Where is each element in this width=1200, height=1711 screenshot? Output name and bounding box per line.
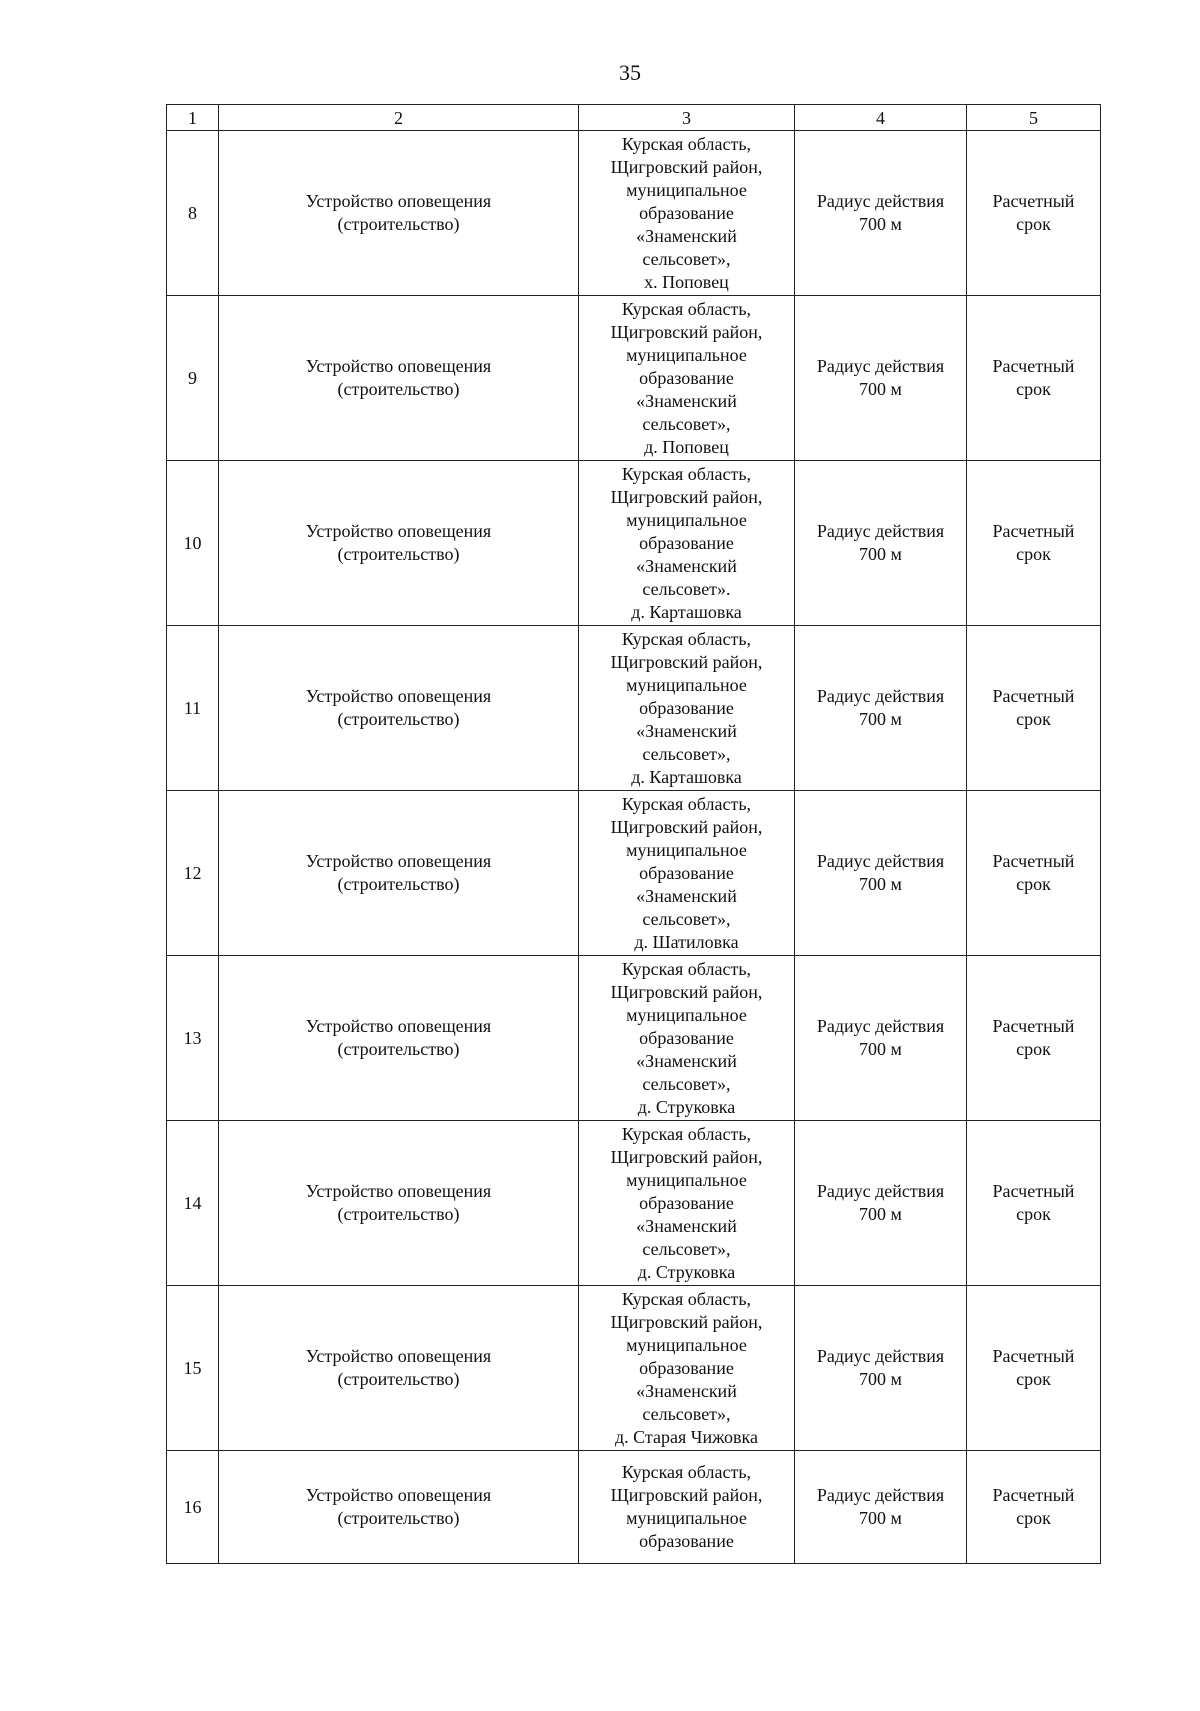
location-cell-line: образование (639, 862, 734, 883)
object-name-cell (219, 626, 579, 791)
location-cell-line: д. Шатиловка (634, 931, 739, 952)
characteristic-cell-line: 700 м (859, 214, 902, 234)
term-cell-line: Расчетный (992, 191, 1075, 211)
table-row (167, 626, 1101, 791)
table-row (167, 131, 1101, 296)
objects-table (166, 104, 1101, 1564)
object-name-cell-line: Устройство оповещения (305, 356, 492, 376)
object-name-cell-line: Устройство оповещения (305, 191, 492, 211)
location-cell-line: образование (639, 532, 734, 553)
term-cell-line: Расчетный (992, 1016, 1075, 1036)
characteristic-cell (795, 956, 967, 1121)
location-cell-line: муниципальное (626, 179, 747, 200)
characteristic-cell-line: 700 м (859, 709, 902, 729)
term-cell-line: Расчетный (992, 1181, 1075, 1201)
object-name-cell-line: Устройство оповещения (305, 521, 492, 541)
location-cell-line: «Знаменский (636, 555, 737, 576)
header-col-3: 3 (579, 105, 795, 131)
location-cell (579, 956, 795, 1121)
characteristic-cell-line: 700 м (859, 1369, 902, 1389)
characteristic-cell-line: Радиус действия (816, 686, 945, 706)
location-cell-line: д. Поповец (644, 436, 729, 457)
characteristic-cell-line: Радиус действия (816, 191, 945, 211)
header-col-2: 2 (219, 105, 579, 131)
object-name-cell-line: (строительство) (337, 874, 460, 894)
location-cell-line: Курская область, (621, 463, 752, 484)
location-cell (579, 791, 795, 956)
characteristic-cell-line: Радиус действия (816, 1346, 945, 1366)
table-header-row (167, 105, 1101, 131)
header-col-5: 5 (967, 105, 1101, 131)
characteristic-cell-line: 700 м (859, 544, 902, 564)
term-cell-line: Расчетный (992, 1485, 1075, 1505)
term-cell-line: срок (1016, 709, 1051, 729)
characteristic-cell-line: 700 м (859, 379, 902, 399)
object-name-cell (219, 791, 579, 956)
row-number-cell: 11 (167, 626, 219, 791)
location-cell-line: муниципальное (626, 839, 747, 860)
term-cell-line: срок (1016, 1508, 1051, 1528)
object-name-cell-line: (строительство) (337, 1039, 460, 1059)
location-cell-line: Курская область, (621, 1288, 752, 1309)
location-cell-line: «Знаменский (636, 1050, 737, 1071)
characteristic-cell (795, 1121, 967, 1286)
characteristic-cell (795, 461, 967, 626)
location-cell-line: Курская область, (621, 1462, 752, 1482)
row-number-cell: 9 (167, 296, 219, 461)
location-cell-line: д. Карташовка (631, 766, 742, 787)
characteristic-cell (795, 626, 967, 791)
characteristic-cell (795, 1451, 967, 1564)
location-cell-line: д. Карташовка (631, 601, 742, 622)
characteristic-cell-line: Радиус действия (816, 1485, 945, 1505)
characteristic-cell-line: Радиус действия (816, 1016, 945, 1036)
object-name-cell-line: (строительство) (337, 709, 460, 729)
characteristic-cell (795, 1286, 967, 1451)
location-cell-line: Щигровский район, (610, 321, 763, 342)
term-cell (967, 296, 1101, 461)
location-cell-line: Щигровский район, (610, 486, 763, 507)
location-cell-line: «Знаменский (636, 720, 737, 741)
location-cell-line: Щигровский район, (610, 981, 763, 1002)
location-cell-line: Щигровский район, (610, 1485, 763, 1505)
location-cell-line: «Знаменский (636, 885, 737, 906)
location-cell-line: образование (639, 697, 734, 718)
location-cell-line: муниципальное (626, 674, 747, 695)
object-name-cell (219, 296, 579, 461)
table-row (167, 1451, 1101, 1564)
object-name-cell-line: (строительство) (337, 379, 460, 399)
header-col-4: 4 (795, 105, 967, 131)
table-row (167, 1121, 1101, 1286)
location-cell-line: Курская область, (621, 298, 752, 319)
location-cell-line: х. Поповец (644, 271, 729, 292)
object-name-cell-line: (строительство) (337, 1369, 460, 1389)
row-number-cell: 13 (167, 956, 219, 1121)
location-cell-line: сельсовет», (642, 413, 731, 434)
object-name-cell (219, 1451, 579, 1564)
characteristic-cell-line: Радиус действия (816, 356, 945, 376)
object-name-cell-line: (строительство) (337, 1508, 460, 1528)
characteristic-cell-line: Радиус действия (816, 521, 945, 541)
page-number: 35 (619, 60, 641, 85)
term-cell-line: срок (1016, 544, 1051, 564)
term-cell (967, 1121, 1101, 1286)
term-cell-line: срок (1016, 874, 1051, 894)
characteristic-cell-line: Радиус действия (816, 851, 945, 871)
location-cell-line: муниципальное (626, 1508, 747, 1528)
object-name-cell (219, 1121, 579, 1286)
location-cell (579, 1286, 795, 1451)
location-cell-line: д. Струковка (637, 1096, 736, 1117)
characteristic-cell-line: 700 м (859, 1039, 902, 1059)
location-cell-line: Курская область, (621, 793, 752, 814)
table-body (167, 131, 1101, 1564)
location-cell-line: муниципальное (626, 509, 747, 530)
location-cell-line: сельсовет», (642, 1238, 731, 1259)
term-cell (967, 626, 1101, 791)
location-cell-line: сельсовет», (642, 1403, 731, 1424)
location-cell (579, 296, 795, 461)
location-cell-line: сельсовет», (642, 248, 731, 269)
object-name-cell-line: (строительство) (337, 544, 460, 564)
table-row (167, 1286, 1101, 1451)
table-row (167, 956, 1101, 1121)
location-cell-line: муниципальное (626, 1004, 747, 1025)
row-number-cell: 16 (167, 1451, 219, 1564)
term-cell-line: Расчетный (992, 521, 1075, 541)
object-name-cell-line: (строительство) (337, 214, 460, 234)
location-cell-line: сельсовет». (642, 578, 731, 599)
characteristic-cell (795, 131, 967, 296)
location-cell-line: Щигровский район, (610, 1311, 763, 1332)
location-cell (579, 461, 795, 626)
term-cell-line: срок (1016, 214, 1051, 234)
object-name-cell (219, 131, 579, 296)
row-number-cell: 12 (167, 791, 219, 956)
location-cell-line: д. Старая Чижовка (614, 1426, 759, 1447)
location-cell-line: Курская область, (621, 1123, 752, 1144)
location-cell-line: образование (639, 202, 734, 223)
term-cell-line: Расчетный (992, 851, 1075, 871)
term-cell (967, 1286, 1101, 1451)
object-name-cell-line: Устройство оповещения (305, 1346, 492, 1366)
term-cell-line: срок (1016, 1204, 1051, 1224)
row-number-cell: 10 (167, 461, 219, 626)
location-cell (579, 131, 795, 296)
object-name-cell-line: Устройство оповещения (305, 1181, 492, 1201)
location-cell-line: «Знаменский (636, 225, 737, 246)
term-cell-line: срок (1016, 1369, 1051, 1389)
characteristic-cell-line: 700 м (859, 1508, 902, 1528)
term-cell-line: срок (1016, 379, 1051, 399)
object-name-cell-line: Устройство оповещения (305, 1016, 492, 1036)
term-cell-line: срок (1016, 1039, 1051, 1059)
object-name-cell-line: (строительство) (337, 1204, 460, 1224)
location-cell-line: сельсовет», (642, 743, 731, 764)
location-cell-line: д. Струковка (637, 1261, 736, 1282)
table-row (167, 461, 1101, 626)
object-name-cell (219, 1286, 579, 1451)
header-col-1: 1 (167, 105, 219, 131)
characteristic-cell (795, 296, 967, 461)
location-cell-line: сельсовет», (642, 1073, 731, 1094)
object-name-cell (219, 956, 579, 1121)
location-cell-line: образование (639, 1357, 734, 1378)
location-cell-line: «Знаменский (636, 1215, 737, 1236)
term-cell (967, 791, 1101, 956)
characteristic-cell-line: 700 м (859, 1204, 902, 1224)
row-number-cell: 15 (167, 1286, 219, 1451)
location-cell-line: Щигровский район, (610, 1146, 763, 1167)
term-cell-line: Расчетный (992, 1346, 1075, 1366)
location-cell-line: муниципальное (626, 1169, 747, 1190)
object-name-cell-line: Устройство оповещения (305, 851, 492, 871)
location-cell-line: «Знаменский (636, 1380, 737, 1401)
characteristic-cell-line: 700 м (859, 874, 902, 894)
row-number-cell: 14 (167, 1121, 219, 1286)
location-cell-line: Щигровский район, (610, 816, 763, 837)
location-cell-line: сельсовет», (642, 908, 731, 929)
location-cell-line: «Знаменский (636, 390, 737, 411)
term-cell (967, 956, 1101, 1121)
object-name-cell (219, 461, 579, 626)
term-cell (967, 1451, 1101, 1564)
location-cell-line: муниципальное (626, 344, 747, 365)
location-cell-line: образование (639, 1192, 734, 1213)
location-cell-line: Курская область, (621, 628, 752, 649)
table-row (167, 791, 1101, 956)
term-cell (967, 131, 1101, 296)
object-name-cell-line: Устройство оповещения (305, 1485, 492, 1505)
characteristic-cell-line: Радиус действия (816, 1181, 945, 1201)
location-cell-line: образование (639, 367, 734, 388)
location-cell (579, 626, 795, 791)
table-row (167, 296, 1101, 461)
location-cell (579, 1451, 795, 1564)
location-cell-line: Курская область, (621, 133, 752, 154)
location-cell-line: Щигровский район, (610, 651, 763, 672)
location-cell-line: образование (639, 1531, 734, 1551)
row-number-cell: 8 (167, 131, 219, 296)
object-name-cell-line: Устройство оповещения (305, 686, 492, 706)
location-cell-line: Щигровский район, (610, 156, 763, 177)
location-cell-line: образование (639, 1027, 734, 1048)
location-cell-line: муниципальное (626, 1334, 747, 1355)
characteristic-cell (795, 791, 967, 956)
location-cell-line: Курская область, (621, 958, 752, 979)
term-cell-line: Расчетный (992, 686, 1075, 706)
location-cell (579, 1121, 795, 1286)
term-cell-line: Расчетный (992, 356, 1075, 376)
term-cell (967, 461, 1101, 626)
